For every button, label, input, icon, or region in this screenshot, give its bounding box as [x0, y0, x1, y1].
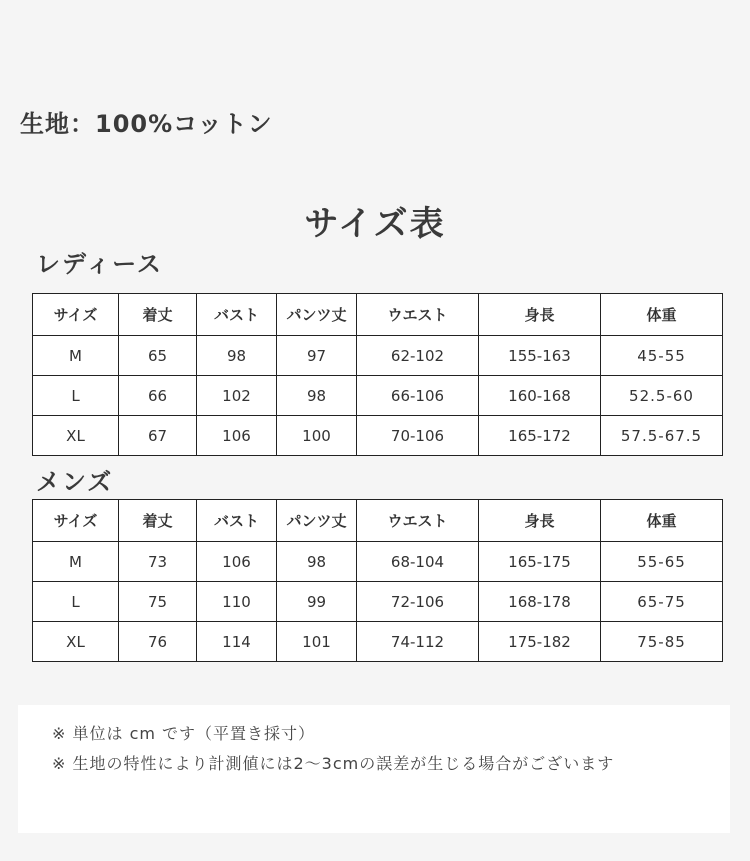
bust-cell: 106: [197, 542, 277, 582]
size-cell: L: [33, 582, 119, 622]
page-title: サイズ表: [304, 204, 446, 244]
weight-cell: 65-75: [601, 582, 723, 622]
weight-cell: 45-55: [601, 336, 723, 376]
length-cell: 76: [119, 622, 197, 662]
size-cell: L: [33, 376, 119, 416]
waist-cell: 72-106: [357, 582, 479, 622]
pants-length-cell: 100: [277, 416, 357, 456]
height-cell: 160-168: [479, 376, 601, 416]
weight-cell: 75-85: [601, 622, 723, 662]
note-tolerance: ※ 生地の特性により計測値には2～3cmの誤差が生じる場合がございます: [52, 754, 615, 773]
pants-length-cell: 97: [277, 336, 357, 376]
size-cell: XL: [33, 416, 119, 456]
height-cell: 168-178: [479, 582, 601, 622]
column-header: ウエスト: [357, 294, 479, 336]
column-header: 身長: [479, 294, 601, 336]
column-header: サイズ: [33, 294, 119, 336]
waist-cell: 74-112: [357, 622, 479, 662]
weight-cell: 52.5-60: [601, 376, 723, 416]
weight-cell: 55-65: [601, 542, 723, 582]
table-row: [33, 336, 723, 376]
length-cell: 67: [119, 416, 197, 456]
column-header: パンツ丈: [277, 500, 357, 542]
length-cell: 65: [119, 336, 197, 376]
table-row: [33, 376, 723, 416]
bust-cell: 106: [197, 416, 277, 456]
table-row: [33, 542, 723, 582]
mens-size-table: [32, 499, 723, 662]
notes-box: [18, 705, 730, 833]
height-cell: 175-182: [479, 622, 601, 662]
pants-length-cell: 101: [277, 622, 357, 662]
table-row: [33, 622, 723, 662]
table-row: [33, 582, 723, 622]
bust-cell: 110: [197, 582, 277, 622]
column-header: 体重: [601, 500, 723, 542]
length-cell: 73: [119, 542, 197, 582]
height-cell: 165-172: [479, 416, 601, 456]
pants-length-cell: 98: [277, 542, 357, 582]
table-header-row: [33, 294, 723, 336]
height-cell: 155-163: [479, 336, 601, 376]
waist-cell: 66-106: [357, 376, 479, 416]
column-header: サイズ: [33, 500, 119, 542]
column-header: パンツ丈: [277, 294, 357, 336]
waist-cell: 68-104: [357, 542, 479, 582]
column-header: 着丈: [119, 294, 197, 336]
note-unit: ※ 単位は cm です（平置き採寸）: [52, 724, 316, 743]
length-cell: 75: [119, 582, 197, 622]
size-cell: M: [33, 336, 119, 376]
column-header: 体重: [601, 294, 723, 336]
height-cell: 165-175: [479, 542, 601, 582]
column-header: バスト: [197, 294, 277, 336]
column-header: バスト: [197, 500, 277, 542]
bust-cell: 98: [197, 336, 277, 376]
waist-cell: 62-102: [357, 336, 479, 376]
table-row: [33, 416, 723, 456]
column-header: ウエスト: [357, 500, 479, 542]
mens-section-title: メンズ: [36, 468, 114, 496]
column-header: 身長: [479, 500, 601, 542]
pants-length-cell: 98: [277, 376, 357, 416]
pants-length-cell: 99: [277, 582, 357, 622]
material-label: 生地：100%コットン: [20, 110, 273, 138]
column-header: 着丈: [119, 500, 197, 542]
size-cell: M: [33, 542, 119, 582]
ladies-section-title: レディース: [36, 250, 163, 278]
size-cell: XL: [33, 622, 119, 662]
ladies-size-table: [32, 293, 723, 456]
waist-cell: 70-106: [357, 416, 479, 456]
length-cell: 66: [119, 376, 197, 416]
bust-cell: 102: [197, 376, 277, 416]
bust-cell: 114: [197, 622, 277, 662]
weight-cell: 57.5-67.5: [601, 416, 723, 456]
table-header-row: [33, 500, 723, 542]
